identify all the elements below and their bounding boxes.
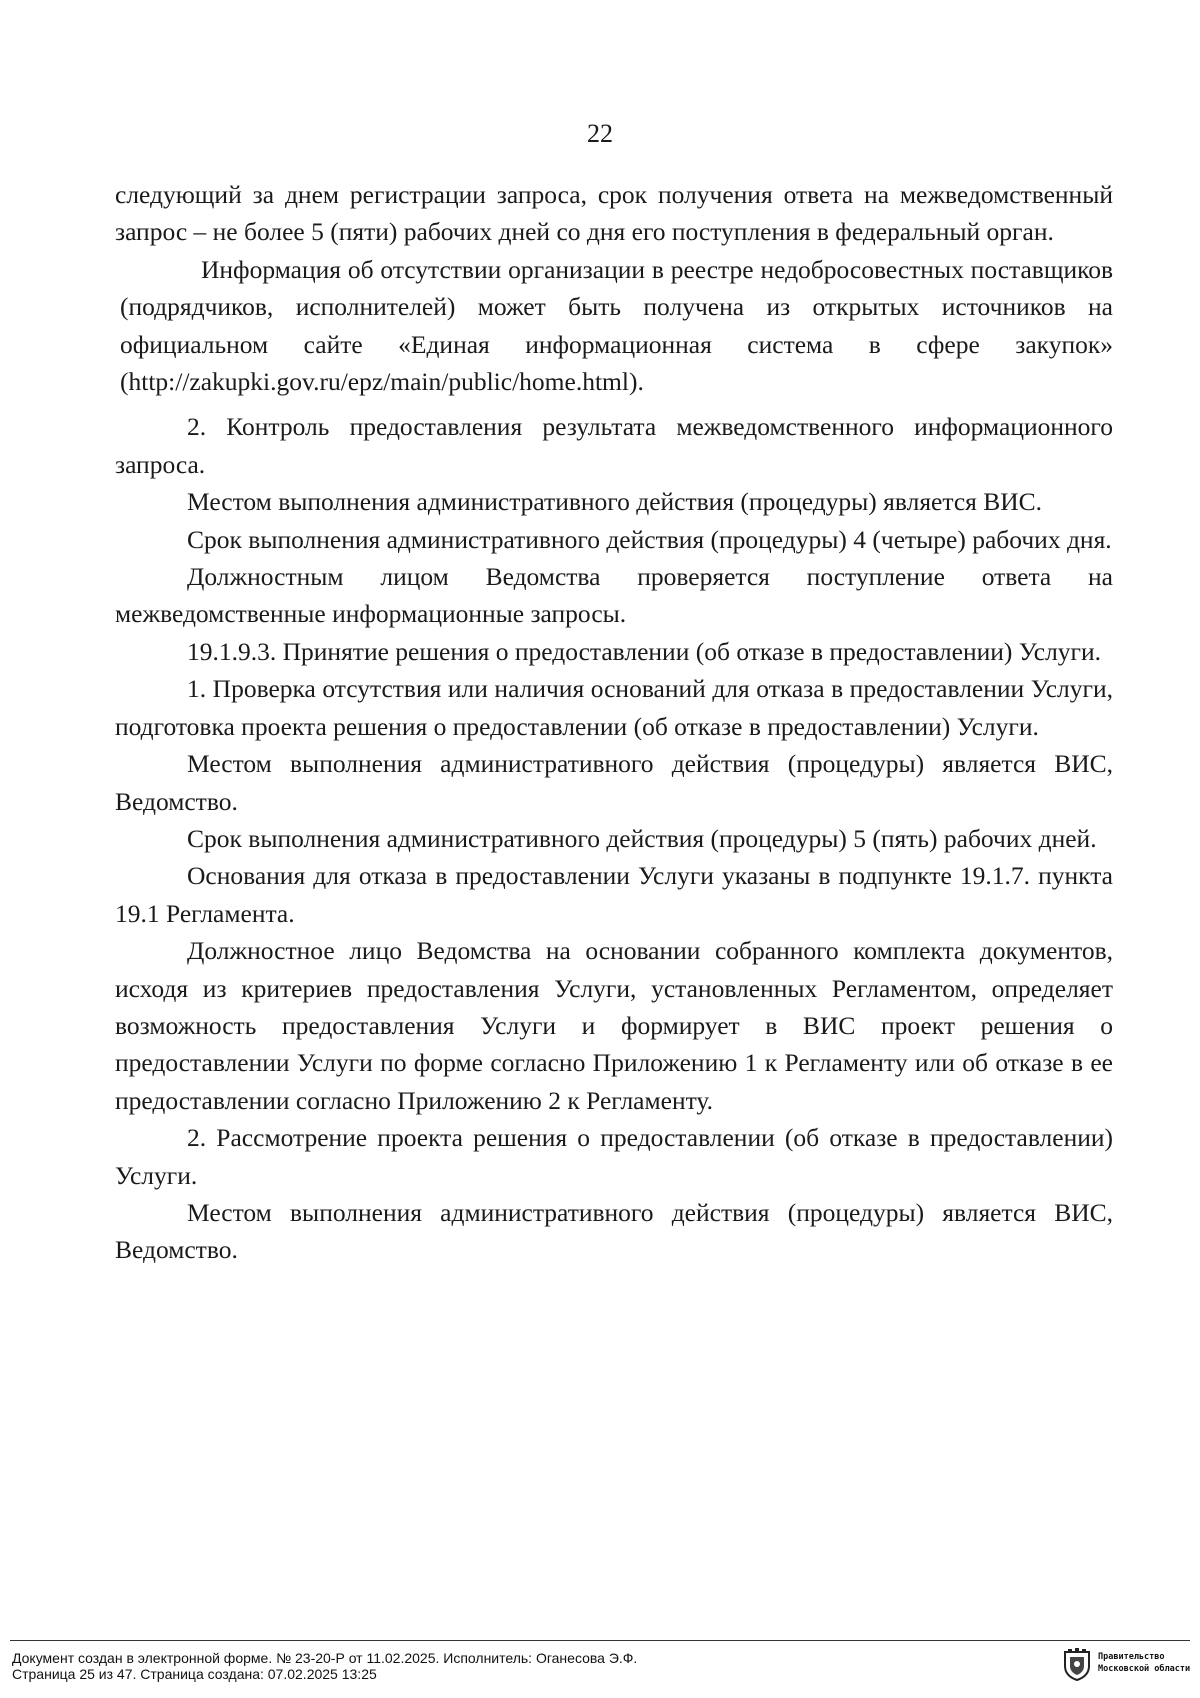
- footer-line-2: Страница 25 из 47. Страница создана: 07.02.2025 13:25: [12, 1666, 377, 1682]
- document-body: [115, 176, 1113, 1269]
- paragraph-continuation: следующий за днем регистрации запроса, срок получения ответа на межведомственный запрос – не более 5 (пяти) рабочих дней со дня его поступления в федеральный орган.: [115, 180, 1113, 247]
- paragraph-section-19-1-9-3: 19.1.9.3. Принятие решения о предоставлении (об отказе в предоставлении) Услуги.: [187, 636, 1102, 666]
- paragraph-place-vis-vedomstvo-2: Местом выполнения административного действия (процедуры) является ВИС, Ведомство.: [115, 1197, 1113, 1265]
- footer-document-info: [12, 1650, 637, 1682]
- paragraph-check-grounds: 1. Проверка отсутствия или наличия оснований для отказа в предоставлении Услуги, подготовка проекта решения о предоставлении (об отказе в предоставлении) Услуги.: [115, 674, 1113, 741]
- paragraph-place-vis-vedomstvo: Местом выполнения административного действия (процедуры) является ВИС, Ведомство.: [115, 749, 1113, 816]
- footer-divider: [10, 1640, 1190, 1641]
- paragraph-official-checks: Должностным лицом Ведомства проверяется поступление ответа на межведомственные информационные запросы.: [115, 562, 1113, 629]
- footer-org-line-2: Московской области: [1098, 1664, 1191, 1674]
- paragraph-control-heading: 2. Контроль предоставления результата межведомственного информационного запроса.: [115, 412, 1113, 479]
- paragraph-refusal-grounds: Основания для отказа в предоставлении Услуги указаны в подпункте 19.1.7. пункта 19.1 Регламента.: [115, 861, 1113, 928]
- coat-of-arms-icon: [1062, 1648, 1092, 1682]
- paragraph-place-vis: Местом выполнения административного действия (процедуры) является ВИС.: [187, 487, 1043, 517]
- page-number: 22: [587, 119, 613, 148]
- footer-line-1: Документ создан в электронной форме. № 23-20-Р от 11.02.2025. Исполнитель: Оганесова Э.Ф.: [12, 1650, 638, 1666]
- paragraph-term-four-days: Срок выполнения административного действия (процедуры) 4 (четыре) рабочих дня.: [187, 524, 1112, 554]
- paragraph-review-heading: 2. Рассмотрение проекта решения о предоставлении (об отказе в предоставлении) Услуги.: [115, 1123, 1113, 1190]
- paragraph-term-five-days: Срок выполнения административного действия (процедуры) 5 (пять) рабочих дней.: [187, 823, 1097, 853]
- footer-org-line-1: Правительство: [1098, 1652, 1165, 1662]
- footer-organization: [1098, 1651, 1190, 1675]
- paragraph-registry-info: Информация об отсутствии организации в реестре недобросовестных поставщиков (подрядчиков, исполнителей) может быть получена из открытых источников на официальном сайте «Единая информационная система в сфере закупок» (http://zakupki.gov.ru/epz/main/public/home.html).: [120, 254, 1113, 397]
- paragraph-official-decision: Должностное лицо Ведомства на основании собранного комплекта документов, исходя из критериев предоставления Услуги, установленных Регламентом, определяет возможность предоставления Услуги и формирует в ВИС проект решения о предоставлении Услуги по форме согласно Приложению 1 к Регламенту или об отказе в ее предоставлении согласно Приложению 2 к Регламенту.: [115, 936, 1113, 1115]
